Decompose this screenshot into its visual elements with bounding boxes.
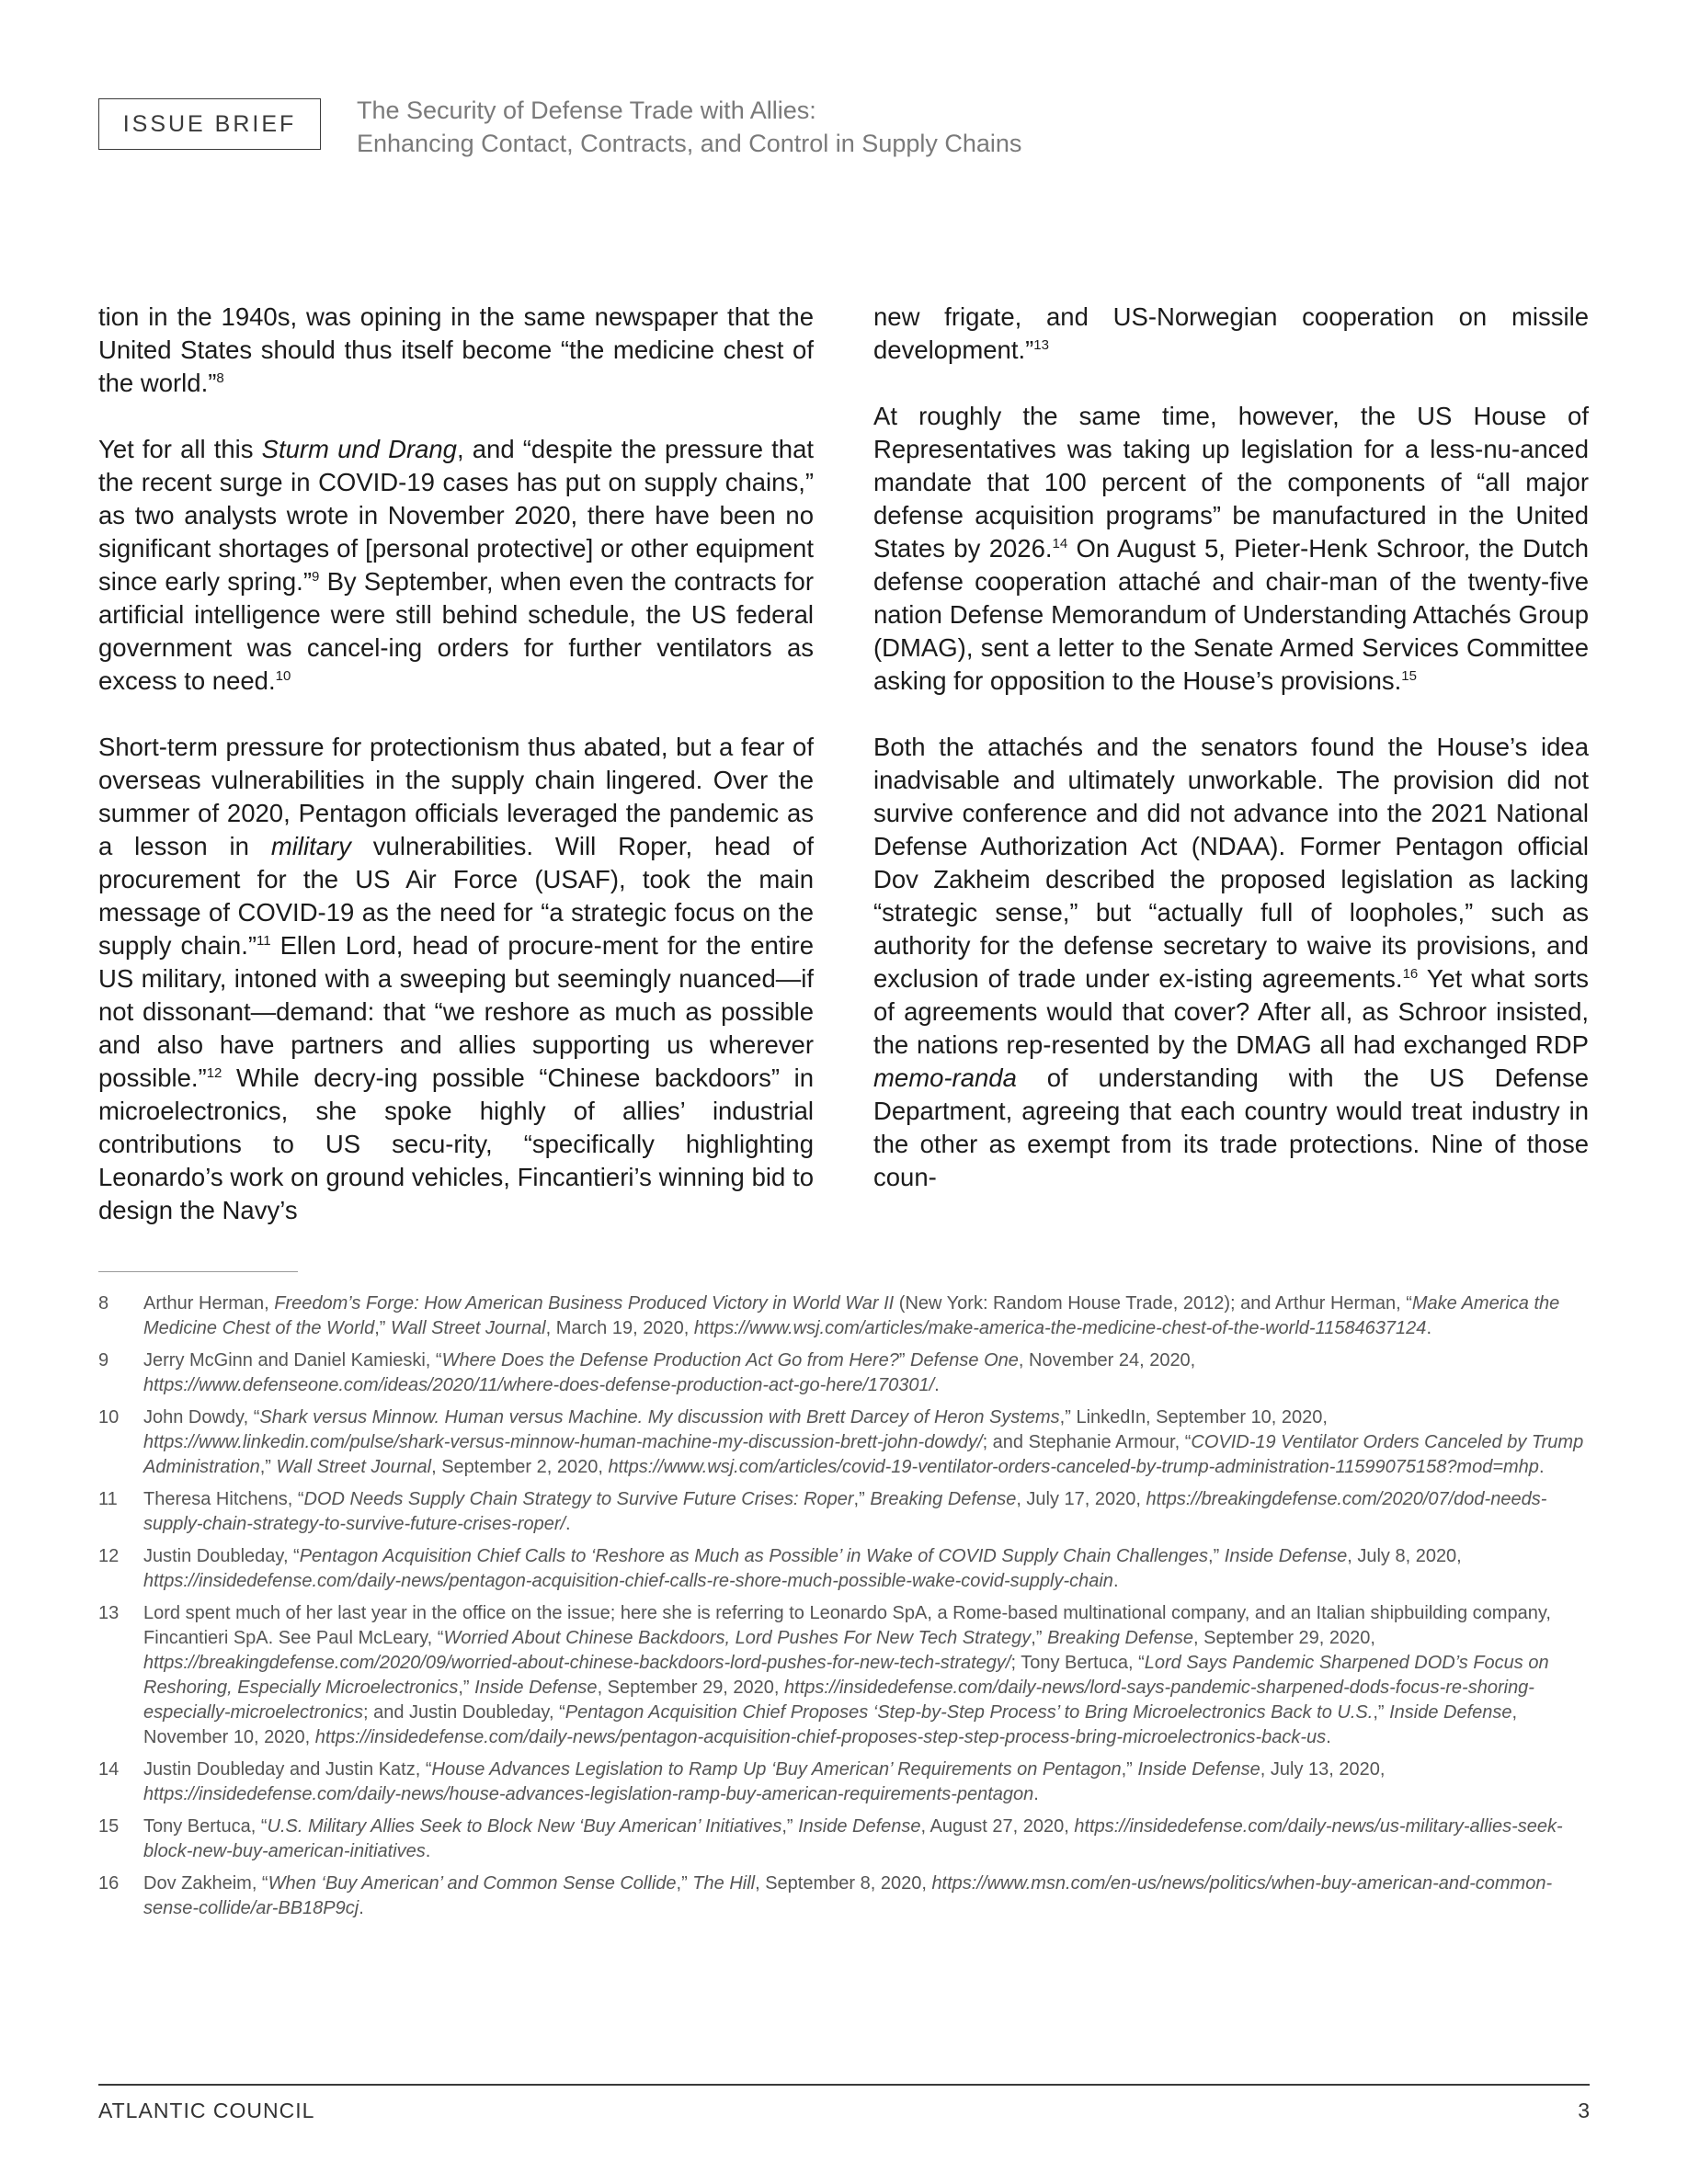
- document-title-line2: Enhancing Contact, Contracts, and Control in Supply Chains: [357, 130, 1022, 157]
- footnote: [98, 1405, 1588, 1480]
- footnote-number: 13: [98, 1603, 120, 1623]
- paragraph: tion in the 1940s, was opining in the same newspaper that the United States should thus itself become “the medicine chest of the world.”$^8$: [98, 302, 814, 397]
- footnote: [98, 1871, 1588, 1921]
- footnote-text: John Dowdy, “Shark versus Minnow. Human versus Machine. My discussion with Brett Darcey of Heron Systems,” LinkedIn, September 10, 2020, https://www.linkedin.com/pulse/shark-versus-minnow-human-machine-my-discussion-brett-john-dowdy/; and Stephanie Armour, “COVID-19 Ventilator Orders Canceled by Trump Administration,” Wall Street Journal, September 2, 2020, https://www.wsj.com/articles/covid-19-ventilator-orders-canceled-by-trump-administration-11599075158?mod=mhp.: [143, 1407, 1584, 1477]
- footnote-number: 16: [98, 1873, 120, 1894]
- footnote-ref[interactable]: 11: [257, 932, 271, 949]
- footnote-text: Dov Zakheim, “When ‘Buy American’ and Common Sense Collide,” The Hill, September 8, 2020, https://www.msn.com/en-us/news/politics/when-buy-american-and-common-sense-collide/ar-BB18P9cj.: [143, 1873, 1553, 1918]
- footnote-number: 8: [98, 1293, 109, 1314]
- footnote: [98, 1814, 1588, 1864]
- footer-divider: [98, 2084, 1590, 2086]
- footnote-number: 15: [98, 1816, 120, 1837]
- footnotes: [98, 1291, 1588, 1928]
- paragraph: Both the attachés and the senators found the House’s idea inadvisable and ultimately unworkable. The provision did not survive conference and did not advance into the 2021 National Defense Authorization Act (NDAA). Former Pentagon official Dov Zakheim described the proposed legislation as lacking “strategic sense,” but “actually full of loopholes,” such as authority for the defense secretary to waive its provisions, and exclusion of trade under ex-isting agreements.$^{16}$ Yet what sorts of agreements would that cover? After all, as Schroor insisted, the nations rep-resented by the DMAG all had exchanged RDP memo-randa of understanding with the US Defense Department, agreeing that each country would treat industry in the other as exempt from its trade protections. Nine of those coun-: [873, 733, 1590, 1191]
- footnote-text: Justin Doubleday, “Pentagon Acquisition Chief Calls to ‘Reshore as Much as Possible’ in Wake of COVID Supply Chain Challenges,” Inside Defense, July 8, 2020, https://insidedefense.com/daily-news/pentagon-acquisition-chief-calls-re-shore-much-possible-wake-covid-supply-chain.: [143, 1546, 1462, 1591]
- footer-org: ATLANTIC COUNCIL: [98, 2099, 315, 2122]
- footnote-text: Jerry McGinn and Daniel Kamieski, “Where Does the Defense Production Act Go from Here?” Defense One, November 24, 2020, https://www.defenseone.com/ideas/2020/11/where-does-defense-production-act-go-here/170301/.: [143, 1350, 1196, 1395]
- footnote-number: 10: [98, 1407, 120, 1428]
- footnote-ref[interactable]: 16: [1402, 965, 1419, 982]
- footnote: [98, 1487, 1588, 1537]
- footnote-ref[interactable]: 8: [216, 370, 224, 386]
- document-title: [357, 94, 1021, 160]
- footnote-text: Theresa Hitchens, “DOD Needs Supply Chain Strategy to Survive Future Crises: Roper,” Breaking Defense, July 17, 2020, https://breakingdefense.com/2020/07/dod-needs-supply-chain-strategy-to-survive-future-crises-roper/.: [143, 1489, 1547, 1534]
- paragraph: Short-term pressure for protectionism thus abated, but a fear of overseas vulnerabilities in the supply chain lingered. Over the summer of 2020, Pentagon officials leveraged the pandemic as a lesson in military vulnerabilities. Will Roper, head of procurement for the US Air Force (USAF), took the main message of COVID-19 as the need for “a strategic focus on the supply chain.”$^{11}$ Ellen Lord, head of procure-ment for the entire US military, intoned with a sweeping but seemingly nuanced—if not dissonant—demand: that “we reshore as much as possible and also have partners and allies supporting us wherever possible.”$^{12}$ While decry-ing possible “Chinese backdoors” in microelectronics, she spoke highly of allies’ industrial contributions to US secu-rity, “specifically highlighting Leonardo’s work on ground vehicles, Fincantieri’s winning bid to design the Navy’s: [98, 733, 814, 1224]
- footnote-number: 12: [98, 1546, 120, 1566]
- body-column-left: [98, 301, 814, 1260]
- footnote-ref[interactable]: 12: [206, 1064, 222, 1081]
- paragraph: Yet for all this Sturm und Drang, and “despite the pressure that the recent surge in COVID-19 cases has put on supply chains,” as two analysts wrote in November 2020, there have been no significant shortages of [personal protective] or other equipment since early spring.”$^9$ By September, when even the contracts for artificial intelligence were still behind schedule, the US federal government was cancel-ing orders for further ventilators as excess to need.$^{10}$: [98, 435, 815, 695]
- footnote-ref[interactable]: 14: [1052, 535, 1068, 552]
- document-title-line1: The Security of Defense Trade with Allies:: [357, 97, 816, 124]
- footnote-text: Justin Doubleday and Justin Katz, “House Advances Legislation to Ramp Up ‘Buy American’ Requirements on Pentagon,” Inside Defense, July 13, 2020, https://insidedefense.com/daily-news/house-advances-legislation-ramp-buy-american-requirements-pentagon.: [143, 1759, 1386, 1804]
- footnote-number: 11: [98, 1489, 118, 1509]
- page-number: 3: [1578, 2099, 1590, 2122]
- footnote-text: Arthur Herman, Freedom’s Forge: How American Business Produced Victory in World War II (New York: Random House Trade, 2012); and Arthur Herman, “Make America the Medicine Chest of the World,” Wall Street Journal, March 19, 2020, https://www.wsj.com/articles/make-america-the-medicine-chest-of-the-world-11584637124.: [143, 1293, 1560, 1338]
- footnote-ref[interactable]: 15: [1401, 667, 1417, 684]
- paragraph: new frigate, and US-Norwegian cooperation on missile development.”$^{13}$: [873, 302, 1589, 364]
- footnote-divider: [98, 1271, 298, 1272]
- footnote-number: 14: [98, 1759, 120, 1780]
- footnote: [98, 1544, 1588, 1594]
- footnote: [98, 1348, 1588, 1398]
- paragraph: At roughly the same time, however, the US House of Representatives was taking up legislation for a less-nu-anced mandate that 100 percent of the components of “all major defense acquisition programs” be manufactured in the United States by 2026.14 On August 5, Pieter-Henk Schroor, the Dutch defense cooperation attaché and chair-man of the twenty-five nation Defense Memorandum of Understanding Attachés Group (DMAG), sent a letter to the Senate Armed Services Committee asking for opposition to the House’s provisions.$^{15}$: [873, 402, 1589, 695]
- footnote-number: 9: [98, 1350, 109, 1371]
- footnote-ref[interactable]: 10: [275, 667, 291, 684]
- footnote-text: Tony Bertuca, “U.S. Military Allies Seek to Block New ‘Buy American’ Initiatives,” Inside Defense, August 27, 2020, https://insidedefense.com/daily-news/us-military-allies-seek-block-new-buy-american-initiatives.: [143, 1816, 1563, 1861]
- footnote: [98, 1757, 1588, 1807]
- footnote-ref[interactable]: 9: [311, 568, 320, 585]
- footnote-ref[interactable]: 13: [1033, 336, 1049, 353]
- footnote: [98, 1291, 1588, 1341]
- body-column-right: [873, 301, 1589, 1227]
- issue-brief-badge: ISSUE BRIEF: [98, 98, 321, 150]
- footnote-text: Lord spent much of her last year in the office on the issue; here she is referring to Leonardo SpA, a Rome-based multinational company, and an Italian shipbuilding company, Fincantieri SpA. See Paul McLeary, “Worried About Chinese Backdoors, Lord Pushes For New Tech Strategy,” Breaking Defense, September 29, 2020, https://breakingdefense.com/2020/09/worried-about-chinese-backdoors-lord-pushes-for-new-tech-strategy/; Tony Bertuca, “Lord Says Pandemic Sharpened DOD’s Focus on Reshoring, Especially Microelectronics,” Inside Defense, September 29, 2020, https://insidedefense.com/daily-news/lord-says-pandemic-sharpened-dods-focus-re-shoring-especially-microelectronics; and Justin Doubleday, “Pentagon Acquisition Chief Proposes ‘Step-by-Step Process’ to Bring Microelectronics Back to U.S.,” Inside Defense, November 10, 2020, https://insidedefense.com/daily-news/pentagon-acquisition-chief-proposes-step-step-process-bring-microelectronics-back-us.: [143, 1603, 1551, 1747]
- footnote: [98, 1601, 1588, 1750]
